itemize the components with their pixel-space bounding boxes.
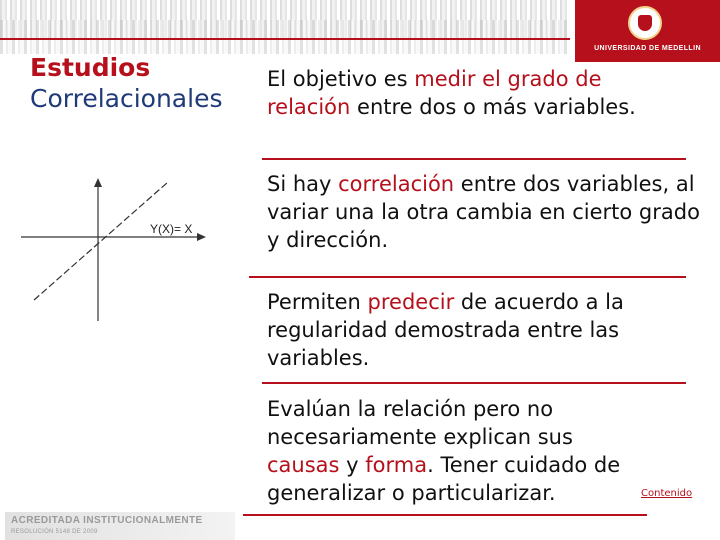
resolution-text: RESOLUCIÓN 5148 DE 2009	[11, 529, 98, 535]
divider-2	[249, 276, 686, 278]
title-line-2: Correlacionales	[30, 84, 223, 113]
banner-texture-lower	[0, 20, 570, 54]
correlation-graph	[18, 158, 208, 328]
point-text: entre dos variables, al variar una la otra cambia en cierto grado y dirección.	[267, 172, 700, 252]
point-2	[267, 170, 707, 254]
divider-4	[243, 514, 647, 516]
accreditation-text: ACREDITADA INSTITUCIONALMENTE	[11, 515, 203, 526]
logo-text: UNIVERSIDAD DE MEDELLIN	[594, 45, 701, 52]
equation-label: Y(X)= X	[150, 222, 193, 236]
y-axis-arrow-icon	[94, 178, 102, 187]
point-text: Si hay	[267, 172, 339, 196]
university-seal-icon	[628, 6, 662, 40]
highlighted-term: correlación	[338, 172, 455, 196]
divider-1	[262, 158, 686, 160]
point-3	[267, 288, 667, 372]
divider-3	[262, 382, 686, 384]
point-1	[267, 65, 687, 121]
point-text: entre dos o más variables.	[350, 95, 636, 119]
point-text: . Tener cuidado de generalizar o particularizar.	[267, 453, 621, 505]
point-text: de acuerdo a la regularidad demostrada entre las variables.	[267, 290, 624, 370]
highlighted-term: predecir	[367, 290, 455, 314]
highlighted-term: forma	[365, 453, 428, 477]
point-4	[267, 395, 647, 507]
point-text: y	[339, 453, 366, 477]
identity-line	[34, 182, 168, 300]
highlighted-term: medir el grado de relación	[267, 67, 602, 119]
x-axis-arrow-icon	[197, 233, 206, 241]
contenido-link[interactable]: Contenido	[641, 488, 693, 499]
point-text: Evalúan la relación pero no necesariamente explican sus	[267, 397, 573, 449]
highlighted-term: causas	[267, 453, 340, 477]
header-rule	[0, 38, 570, 40]
point-text: El objetivo es	[267, 67, 415, 91]
slide-title	[30, 52, 222, 114]
title-line-1: Estudios	[30, 53, 151, 82]
point-text: Permiten	[267, 290, 368, 314]
